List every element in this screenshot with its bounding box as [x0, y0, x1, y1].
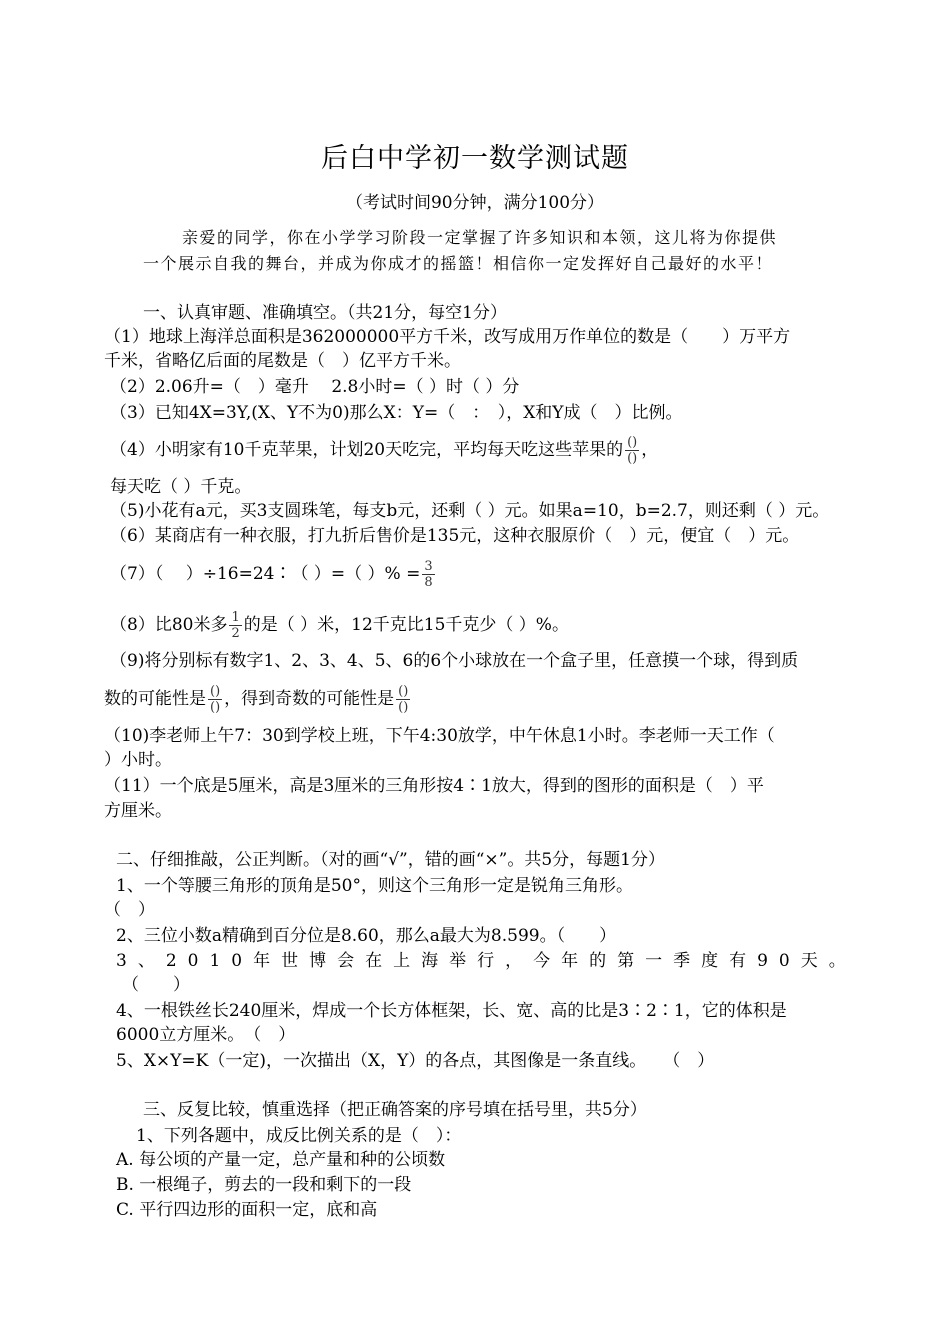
s3-q1: 1、下列各题中，成反比例关系的是（ ）：	[136, 1126, 462, 1146]
s2-q3-line2: （ ）	[122, 975, 190, 995]
s3-option-a: A. 每公顷的产量一定，总产量和种的公顷数	[116, 1150, 446, 1170]
section3-heading: 三、反复比较，慎重选择（把正确答案的序号填在括号里，共5分）	[143, 1100, 647, 1120]
s1-q6: （6）某商店有一种衣服，打九折后售价是135元，这种衣服原价（ ）元，便宜（ ）元。	[110, 526, 800, 546]
s1-q10-line1: （10)李老师上午7：30到学校上班，下午4:30放学，中午休息1小时。李老师一天工作（	[104, 726, 775, 746]
intro-line-1: 亲爱的同学，你在小学学习阶段一定掌握了许多知识和本领，这儿将为你提供	[182, 228, 778, 247]
s1-q8-text-b: 的是（ ）米，12千克比15千克少（ ）%。	[243, 615, 569, 635]
page-title: 后白中学初一数学测试题	[321, 143, 629, 174]
s1-q4-text: （4）小明家有10千克苹果，计划20天吃完，平均每天吃这些苹果的	[110, 440, 624, 460]
s1-q1-line2: 千米，省略亿后面的尾数是（ ）亿平方千米。	[104, 351, 461, 371]
comma: ，	[641, 440, 659, 460]
fraction	[396, 684, 410, 715]
fraction-numerator: 3	[424, 559, 433, 574]
fraction-denominator: 8	[424, 575, 433, 590]
fraction-denominator: ()	[210, 700, 221, 715]
s1-q4-line1	[110, 435, 658, 466]
s2-q5: 5、X×Y=K（一定)，一次描出（X，Y）的各点，其图像是一条直线。 （ ）	[116, 1051, 715, 1071]
s2-q1-line1: 1、一个等腰三角形的顶角是50°，则这个三角形一定是锐角三角形。	[116, 876, 633, 896]
s1-q9-line1: （9)将分别标有数字1、2、3、4、5、6的6个小球放在一个盒子里，任意摸一个球，得到质	[110, 651, 799, 671]
fraction-denominator: ()	[627, 451, 638, 466]
fraction	[208, 684, 222, 715]
s1-q9-line2	[104, 684, 412, 715]
s3-option-b: B. 一根绳子，剪去的一段和剩下的一段	[116, 1175, 412, 1195]
s1-q5: （5)小花有a元，买3支圆珠笔，每支b元，还剩（ ）元。如果a=10，b=2.7，则还剩（ ）元。	[110, 501, 830, 521]
s1-q2: （2）2.06升=（ ）毫升 2.8小时=（ ）时（ ）分	[110, 377, 520, 397]
s2-q2: 2、三位小数a精确到百分位是8.60，那么a最大为8.599。（ ）	[116, 926, 617, 946]
s2-q4-line1: 4、一根铁丝长240厘米，焊成一个长方体框架，长、宽、高的比是3∶2∶1，它的体积是	[116, 1001, 787, 1021]
s1-q11-line1: （11）一个底是5厘米，高是3厘米的三角形按4∶1放大，得到的图形的面积是（ ）平	[104, 776, 764, 796]
s3-option-c: C. 平行四边形的面积一定，底和高	[116, 1200, 378, 1220]
fraction-denominator: 2	[231, 626, 240, 641]
s2-q4-line2: 6000立方厘米。 （ ）	[116, 1025, 296, 1045]
fraction-numerator: 1	[231, 610, 240, 625]
s1-q8	[110, 610, 569, 641]
fraction	[229, 610, 241, 641]
s1-q9-text-b: ，得到奇数的可能性是	[224, 689, 395, 709]
s1-q7-text: （7）（ ）÷16=24∶（ ）=（ ）% =	[110, 564, 421, 584]
s1-q10-line2: ）小时。	[104, 750, 172, 770]
intro-line-2: 一个展示自我的舞台，并成为你成才的摇篮！相信你一定发挥好自己最好的水平！	[143, 254, 774, 273]
section2-heading: 二、仔细推敲，公正判断。（对的画“√”，错的画“×”。共5分，每题1分）	[116, 850, 665, 870]
s1-q11-line2: 方厘米。	[104, 801, 172, 821]
s2-q1-line2: （ ）	[104, 900, 155, 920]
s1-q8-text-a: （8）比80米多	[110, 615, 228, 635]
s1-q3: （3）已知4X=3Y,(X、Y不为0)那么X：Y=（ ： ），X和Y成（ ）比例。	[110, 403, 683, 423]
fraction-denominator: ()	[398, 700, 409, 715]
s1-q4-line2: 每天吃（ ）千克。	[110, 477, 252, 497]
s1-q7	[110, 559, 437, 590]
section1-heading: 一、认真审题、准确填空。（共21分，每空1分）	[143, 303, 507, 323]
fraction-numerator: ()	[398, 684, 409, 699]
fraction	[625, 435, 639, 466]
fraction-numerator: ()	[210, 684, 221, 699]
s1-q1-line1: （1）地球上海洋总面积是362000000平方千米，改写成用万作单位的数是（ ）万平方	[104, 327, 791, 347]
s2-q3-line1: 3、2010年世博会在上海举行，今年的第一季度有90天。	[116, 951, 857, 971]
fraction	[422, 559, 434, 590]
page-subtitle: （考试时间90分钟，满分100分）	[345, 193, 605, 213]
s1-q9-text-a: 数的可能性是	[104, 689, 206, 709]
fraction-numerator: ()	[627, 435, 638, 450]
